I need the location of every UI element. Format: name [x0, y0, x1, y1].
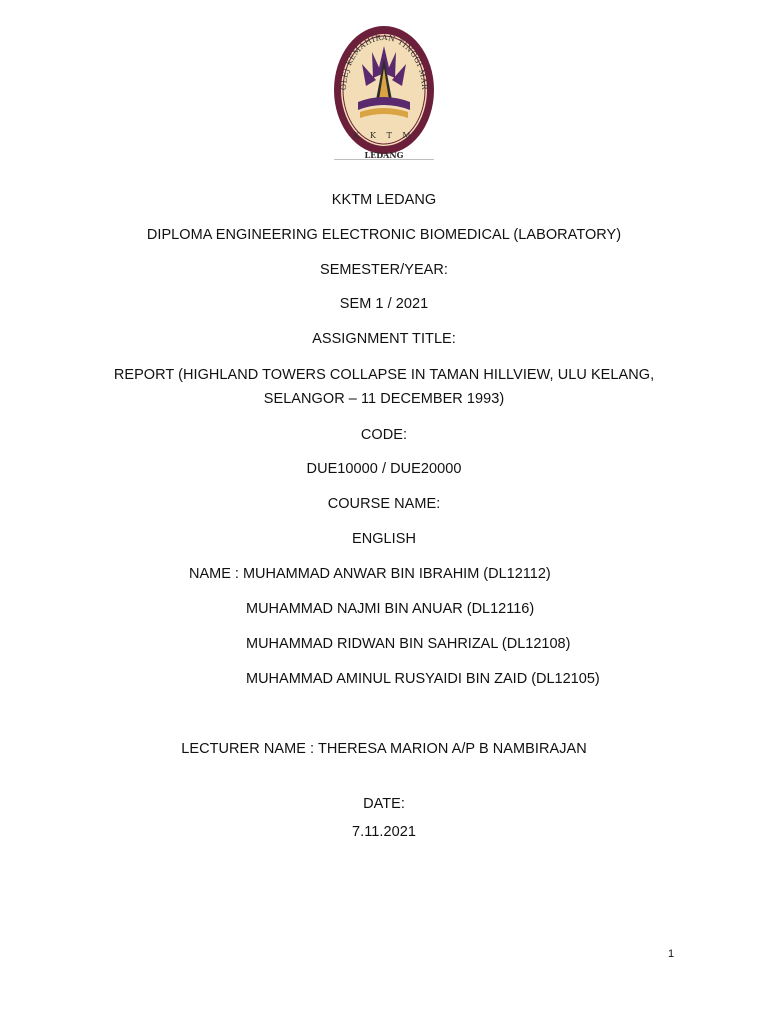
date-label: DATE:	[363, 796, 405, 812]
date-value: 7.11.2021	[352, 824, 416, 840]
course-name-value: ENGLISH	[351, 531, 416, 547]
kktm-emblem-icon	[332, 22, 436, 158]
kktm-logo	[332, 22, 436, 162]
code-label: CODE:	[360, 427, 408, 443]
logo-campus-label: LEDANG	[364, 150, 404, 160]
code-value: DUE10000 / DUE20000	[306, 461, 462, 477]
institution-name: KKTM LEDANG	[331, 192, 437, 208]
semester-label: SEMESTER/YEAR:	[319, 262, 448, 278]
course-name-label: COURSE NAME:	[327, 496, 441, 512]
svg-text:K K T M: K K T M	[353, 131, 415, 140]
lecturer-name: LECTURER NAME : THERESA MARION A/P B NAMBIRAJAN	[181, 741, 587, 757]
student-name-4: MUHAMMAD AMINUL RUSYAIDI BIN ZAID (DL12105)	[246, 671, 600, 687]
student-name-2: MUHAMMAD NAJMI BIN ANUAR (DL12116)	[246, 601, 535, 617]
semester-value: SEM 1 / 2021	[339, 296, 429, 312]
programme-name: DIPLOMA ENGINEERING ELECTRONIC BIOMEDICAL (LABORATORY)	[146, 227, 622, 243]
student-name-3: MUHAMMAD RIDWAN BIN SAHRIZAL (DL12108)	[246, 636, 571, 652]
svg-text:KOLEJ KEMAHIRAN TINGGI MARA: OLEJ KEMAHIRAN TINGGI MAR	[338, 32, 430, 91]
assignment-title-line-1: REPORT (HIGHLAND TOWERS COLLAPSE IN TAMAN HILLVIEW, ULU KELANG,	[113, 367, 655, 383]
student-name-1: NAME : MUHAMMAD ANWAR BIN IBRAHIM (DL12112)	[189, 566, 551, 582]
assignment-title-label: ASSIGNMENT TITLE:	[312, 331, 456, 347]
assignment-title-line-2: SELANGOR – 11 DECEMBER 1993)	[263, 391, 505, 407]
page-number: 1	[667, 948, 675, 960]
